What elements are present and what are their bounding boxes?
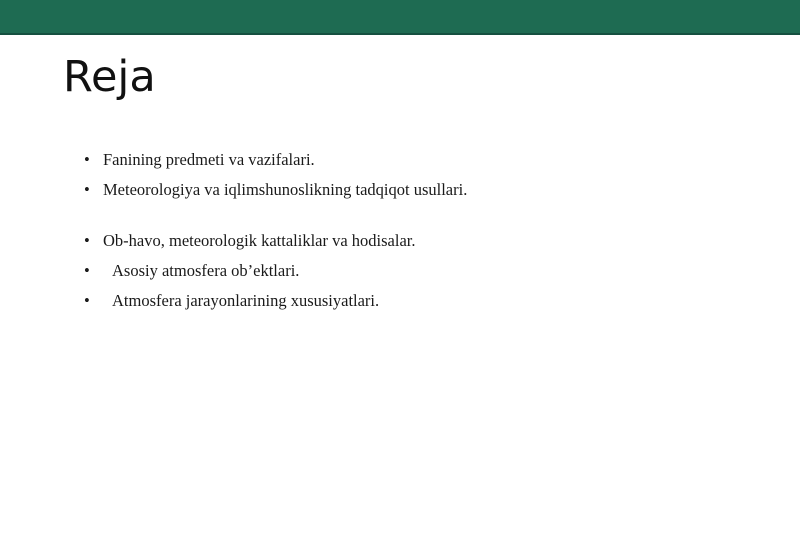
bullet-item bbox=[84, 150, 315, 170]
bullet-item bbox=[84, 180, 467, 200]
bullet-item bbox=[84, 291, 379, 311]
bullet-text: Meteorologiya va iqlimshunoslikning tadqiqot usullari. bbox=[103, 180, 468, 199]
bullet-icon: • bbox=[84, 291, 90, 310]
bullet-item bbox=[84, 261, 299, 281]
slide-title: Reja bbox=[63, 52, 156, 102]
bullet-text: Asosiy atmosfera ob’ektlari. bbox=[112, 261, 300, 280]
bullet-text: Atmosfera jarayonlarining xususiyatlari. bbox=[112, 291, 380, 310]
bullet-icon: • bbox=[84, 180, 90, 199]
bullet-text: Fanining predmeti va vazifalari. bbox=[103, 150, 315, 169]
bullet-text: Ob-havo, meteorologik kattaliklar va hodisalar. bbox=[103, 231, 416, 250]
bullet-icon: • bbox=[84, 231, 90, 250]
bullet-item bbox=[84, 231, 416, 251]
bullet-icon: • bbox=[84, 150, 90, 169]
bullet-icon: • bbox=[84, 261, 90, 280]
